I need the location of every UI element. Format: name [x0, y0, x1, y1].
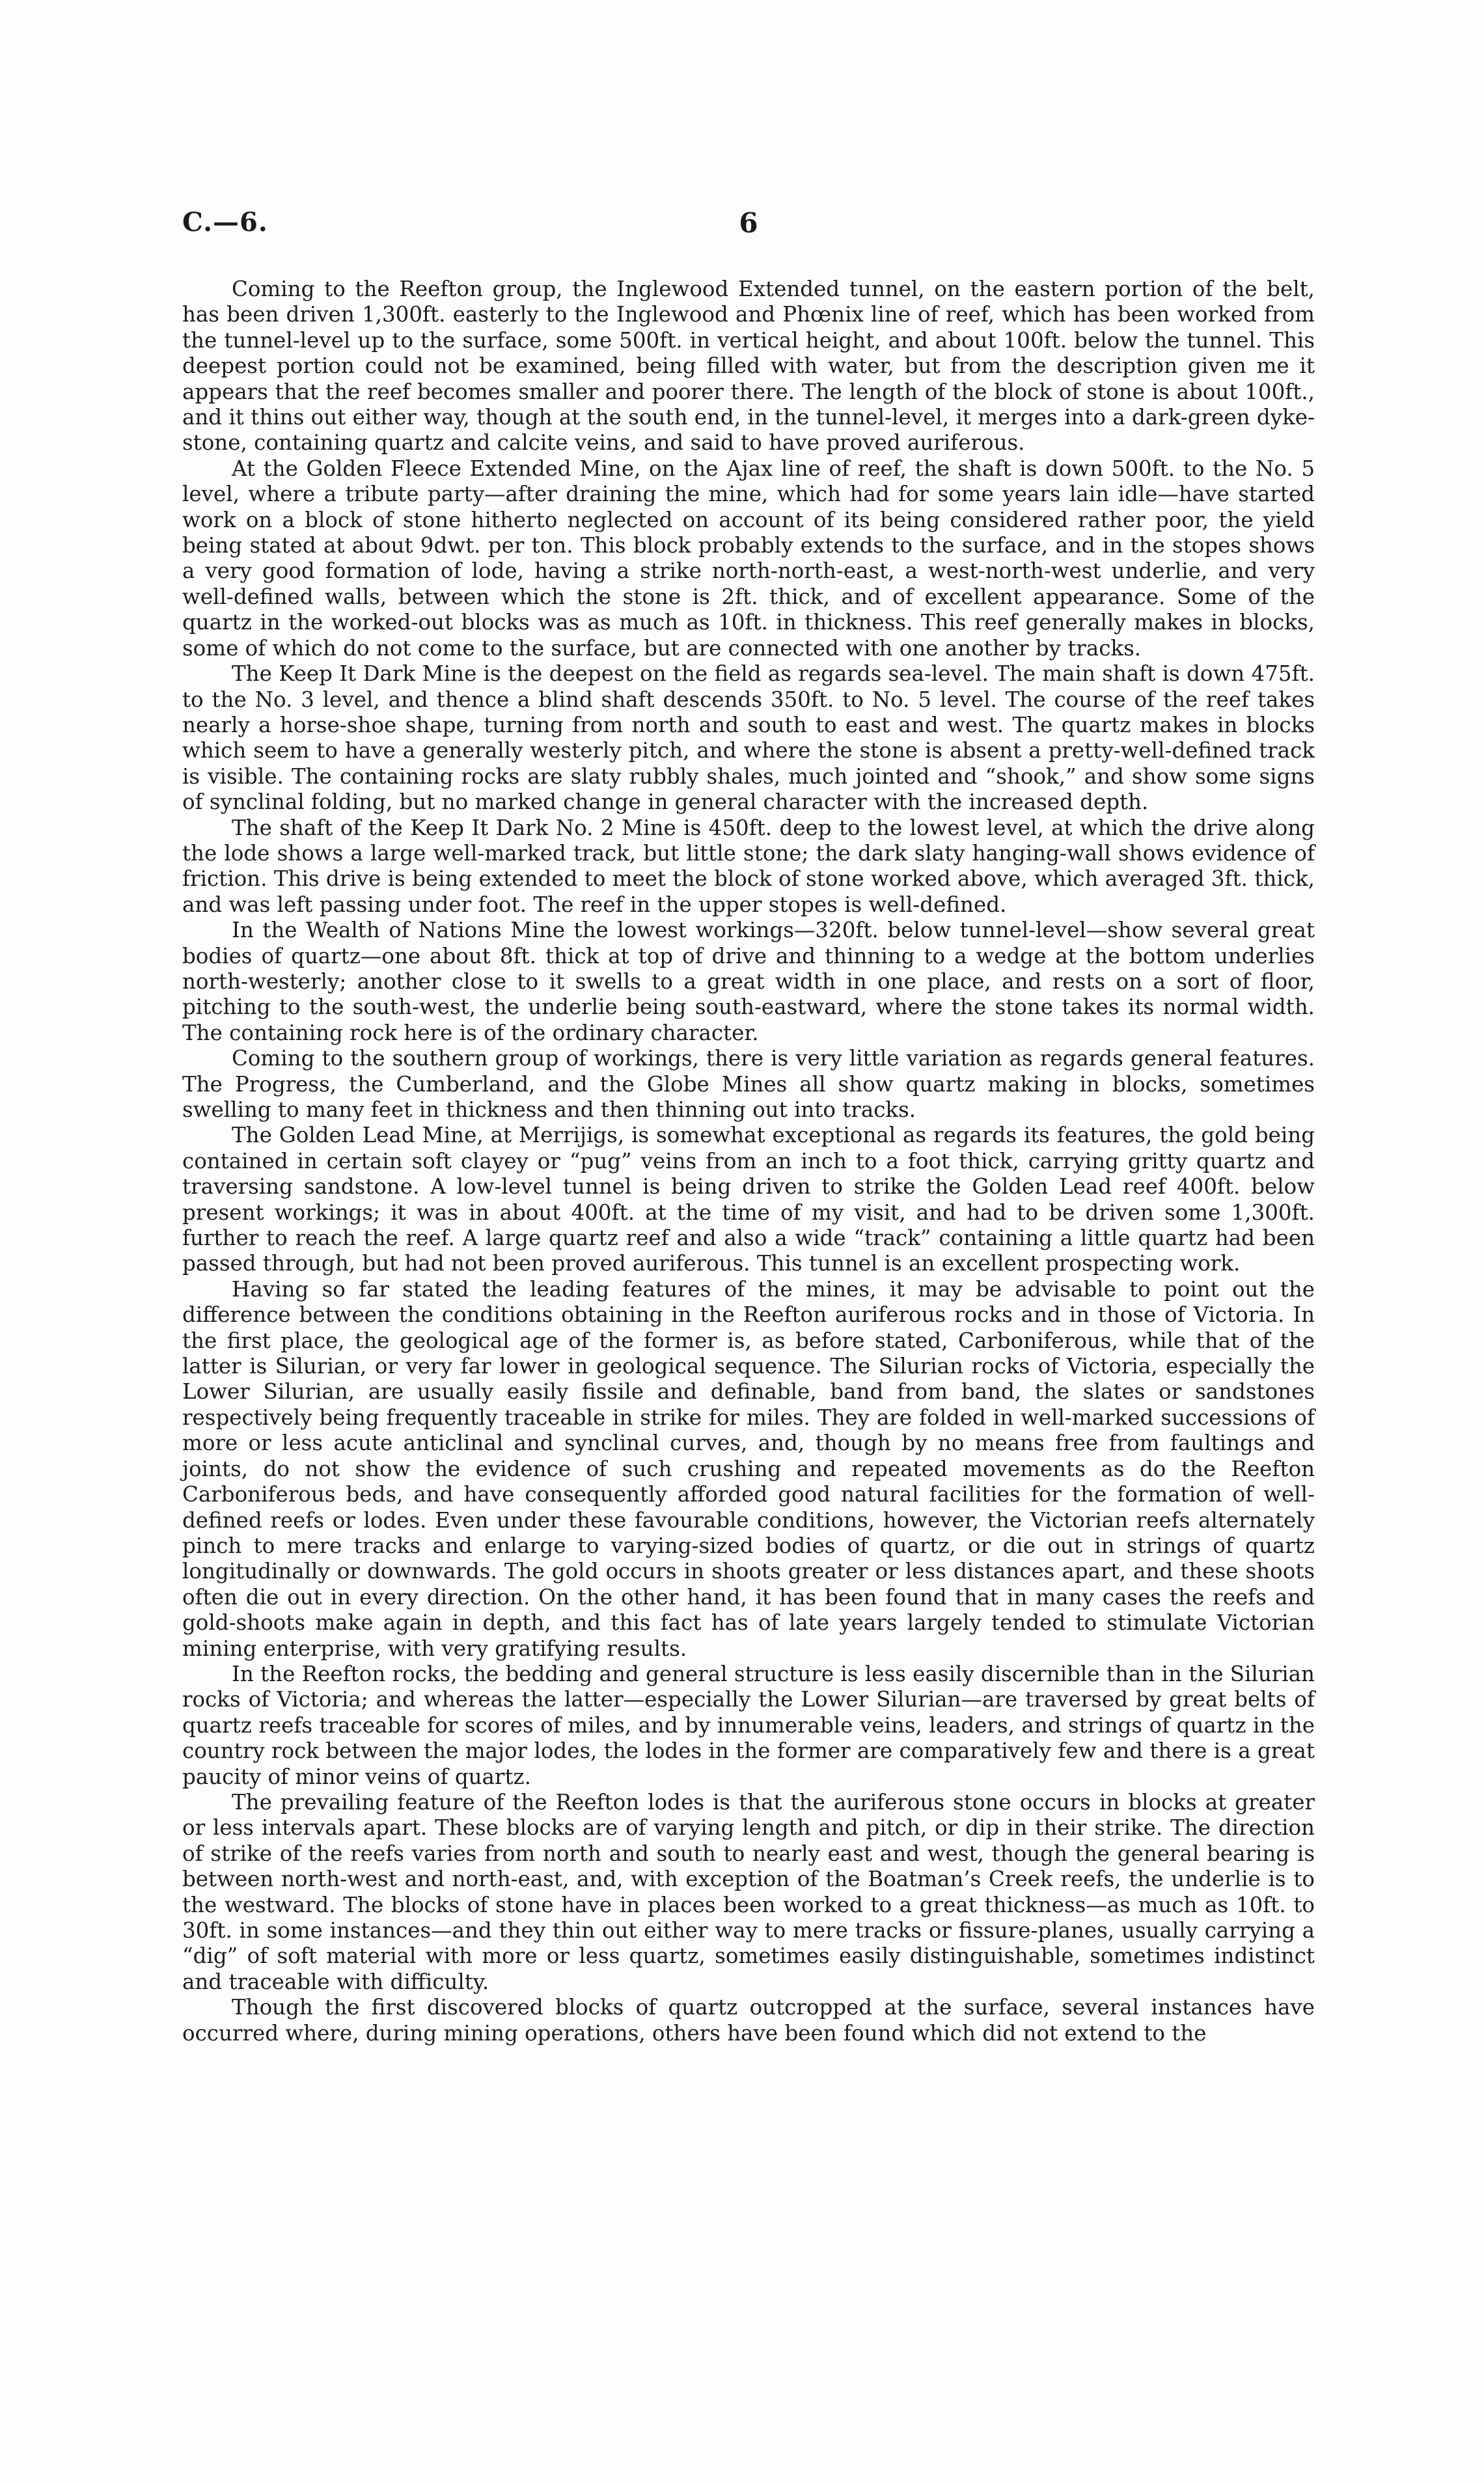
paragraph-golden-lead: The Golden Lead Mine, at Merrijigs, is somewhat exceptional as regards its features, the gold being contained in certain soft clayey or “pug” veins from an inch to a foot thick, carrying gritty quartz and traversing sandstone. A low-level tunnel is being driven to strike the Golden Lead reef 400ft. below present workings; it was in about 400ft. at the time of my visit, and had to be driven some 1,300ft. further to reach the reef. A large quartz reef and also a wide “track” containing a little quartz had been passed through, but had not been proved auriferous. This tunnel is an excellent prospecting work.	[182, 1123, 1315, 1276]
page-number: 6	[739, 207, 758, 239]
paragraph-golden-fleece-extended: At the Golden Fleece Extended Mine, on the Ajax line of reef, the shaft is down 500ft. to the No. 5 level, where a tribute party—after draining the mine, which had for some years lain idle—have started work on a block of stone hitherto neglected on account of its being considered rather poor, the yield being stated at about 9dwt. per ton. This block probably extends to the surface, and in the stopes shows a very good formation of lode, having a strike north-north-east, a west-north-west underlie, and very well-defined walls, between which the stone is 2ft. thick, and of excellent appearance. Some of the quartz in the worked-out blocks was as much as 10ft. in thickness. This reef generally makes in blocks, some of which do not come to the surface, but are connected with one another by tracks.	[182, 456, 1315, 661]
paragraph-wealth-of-nations: In the Wealth of Nations Mine the lowest workings—320ft. below tunnel-level—show several great bodies of quartz—one about 8ft. thick at top of drive and thinning to a wedge at the bottom underlies north-westerly; another close to it swells to a great width in one place, and rests on a sort of floor, pitching to the south-west, the underlie being south-eastward, where the stone takes its normal width. The containing rock here is of the ordinary character.	[182, 918, 1315, 1045]
paragraph-reefton-rocks: In the Reefton rocks, the bedding and general structure is less easily discernible than in the Silurian rocks of Victoria; and whereas the latter—especially the Lower Silurian—are traversed by great belts of quartz reefs traceable for scores of miles, and by innumerable veins, leaders, and strings of quartz in the country rock between the major lodes, the lodes in the former are comparatively few and there is a great paucity of minor veins of quartz.	[182, 1661, 1315, 1789]
document-reference: C.—6.	[182, 207, 268, 238]
body-text	[182, 277, 1315, 2046]
paragraph-victoria-comparison: Having so far stated the leading features of the mines, it may be advisable to point out the difference between the conditions obtaining in the Reefton auriferous rocks and in those of Victoria. In the first place, the geological age of the former is, as before stated, Carboniferous, while that of the latter is Silurian, or very far lower in geological sequence. The Silurian rocks of Victoria, especially the Lower Silurian, are usually easily fissile and definable, band from band, the slates or sandstones respectively being frequently traceable in strike for miles. They are folded in well-marked successions of more or less acute anticlinal and synclinal curves, and, though by no means free from faultings and joints, do not show the evidence of such crushing and repeated movements as do the Reefton Carboniferous beds, and have consequently afforded good natural facilities for the formation of well-defined reefs or lodes. Even under these favourable conditions, however, the Victorian reefs alternately pinch to mere tracks and enlarge to varying-sized bodies of quartz, or die out in strings of quartz longitudinally or downwards. The gold occurs in shoots greater or less distances apart, and these shoots often die out in every direction. On the other hand, it has been found that in many cases the reefs and gold-shoots make again in depth, and this fact has of late years largely tended to stimulate Victorian mining enterprise, with very gratifying results.	[182, 1276, 1315, 1661]
paragraph-inglewood-extended: Coming to the Reefton group, the Inglewood Extended tunnel, on the eastern portion of the belt, has been driven 1,300ft. easterly to the Inglewood and Phœnix line of reef, which has been worked from the tunnel-level up to the surface, some 500ft. in vertical height, and about 100ft. below the tunnel. This deepest portion could not be examined, being filled with water, but from the description given me it appears that the reef becomes smaller and poorer there. The length of the block of stone is about 100ft., and it thins out either way, though at the south end, in the tunnel-level, it merges into a dark-green dyke-stone, containing quartz and calcite veins, and said to have proved auriferous.	[182, 277, 1315, 456]
page-header	[182, 207, 1315, 246]
paragraph-keep-it-dark-no-2: The shaft of the Keep It Dark No. 2 Mine is 450ft. deep to the lowest level, at which the drive along the lode shows a large well-marked track, but little stone; the dark slaty hanging-wall shows evidence of friction. This drive is being extended to meet the block of stone worked above, which averaged 3ft. thick, and was left passing under foot. The reef in the upper stopes is well-defined.	[182, 815, 1315, 917]
paragraph-outcrop-blocks: Though the first discovered blocks of quartz outcropped at the surface, several instances have occurred where, during mining operations, others have been found which did not extend to the	[182, 1995, 1315, 2046]
paragraph-prevailing-feature: The prevailing feature of the Reefton lodes is that the auriferous stone occurs in blocks at greater or less intervals apart. These blocks are of varying length and pitch, or dip in their strike. The direction of strike of the reefs varies from north and south to nearly east and west, though the general bearing is between north-west and north-east, and, with exception of the Boatman’s Creek reefs, the underlie is to the westward. The blocks of stone have in places been worked to a great thickness—as much as 10ft. to 30ft. in some instances—and they thin out either way to mere tracks or fissure-planes, usually carrying a “dig” of soft material with more or less quartz, sometimes easily distinguishable, sometimes indistinct and traceable with difficulty.	[182, 1789, 1315, 1994]
paragraph-keep-it-dark: The Keep It Dark Mine is the deepest on the field as regards sea-level. The main shaft is down 475ft. to the No. 3 level, and thence a blind shaft descends 350ft. to No. 5 level. The course of the reef takes nearly a horse-shoe shape, turning from north and south to east and west. The quartz makes in blocks which seem to have a generally westerly pitch, and where the stone is absent a pretty-well-defined track is visible. The containing rocks are slaty rubbly shales, much jointed and “shook,” and show some signs of synclinal folding, but no marked change in general character with the increased depth.	[182, 661, 1315, 815]
paragraph-southern-group: Coming to the southern group of workings, there is very little variation as regards general features. The Progress, the Cumberland, and the Globe Mines all show quartz making in blocks, sometimes swelling to many feet in thickness and then thinning out into tracks.	[182, 1046, 1315, 1122]
